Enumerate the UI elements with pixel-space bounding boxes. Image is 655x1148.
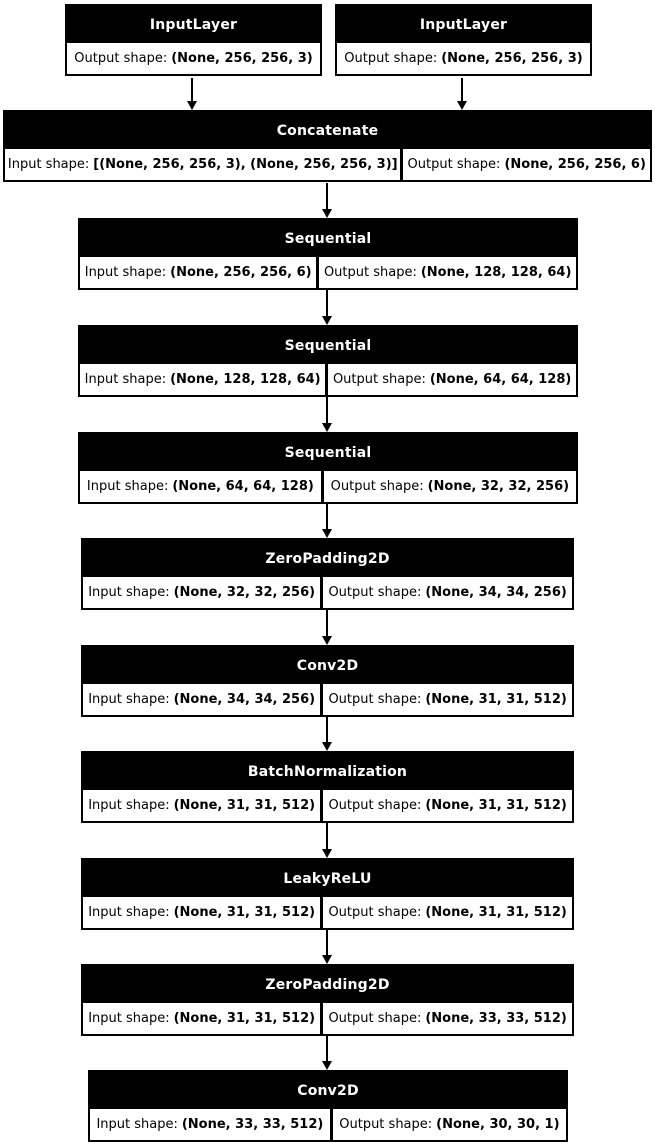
output-shape-cell	[403, 149, 650, 180]
node-sequential-2	[78, 325, 578, 397]
edge-arrow-concatenate-sequential1	[326, 183, 328, 209]
shape-label: Output shape:	[328, 1011, 422, 1026]
shape-label: Input shape:	[7, 157, 90, 172]
shape-value: (None, 256, 256, 6)	[170, 265, 312, 280]
layer-type-title: Sequential	[80, 220, 576, 257]
shape-value: (None, 34, 34, 256)	[173, 692, 316, 707]
shape-label: Input shape:	[84, 372, 167, 387]
shape-value: (None, 31, 31, 512)	[173, 1011, 316, 1026]
shape-label: Output shape:	[328, 798, 422, 813]
output-shape-cell	[324, 471, 576, 502]
output-shape-cell	[323, 790, 572, 821]
shape-label: Input shape:	[88, 1011, 170, 1026]
shape-value: (None, 31, 31, 512)	[425, 692, 567, 707]
shape-value: (None, 64, 64, 128)	[429, 372, 572, 387]
shape-value: (None, 33, 33, 512)	[181, 1117, 324, 1132]
input-shape-cell	[80, 257, 316, 288]
output-shape-cell	[323, 684, 572, 715]
node-concatenate	[3, 110, 652, 182]
input-shape-cell	[83, 897, 320, 928]
shape-value: (None, 31, 31, 512)	[425, 798, 567, 813]
shape-label: Input shape:	[88, 798, 170, 813]
shape-label: Output shape:	[328, 585, 422, 600]
output-shape-cell	[337, 43, 590, 74]
shape-label: Output shape:	[339, 1117, 433, 1132]
layer-type-title: Conv2D	[90, 1072, 566, 1109]
shape-value: (None, 256, 256, 3)	[441, 51, 583, 66]
edge-arrow-leakyrelu-zeropadding2	[326, 930, 328, 955]
node-zero-padding2d-2	[81, 964, 574, 1036]
node-sequential-1	[78, 218, 578, 290]
edge-arrow-zeropadding1-conv1	[326, 610, 328, 636]
shape-label: Output shape:	[328, 905, 422, 920]
layer-type-title: LeakyReLU	[83, 860, 572, 897]
layer-type-title: Conv2D	[83, 647, 572, 684]
edge-arrow-sequential3-zeropadding1	[326, 504, 328, 529]
shape-value: (None, 30, 30, 1)	[436, 1117, 560, 1132]
shape-label: Output shape:	[332, 372, 426, 387]
shape-label: Input shape:	[84, 265, 167, 280]
shape-value: (None, 31, 31, 512)	[425, 905, 567, 920]
input-shape-cell	[83, 684, 320, 715]
edge-arrow-conv1-batchnorm	[326, 717, 328, 742]
output-shape-cell	[67, 43, 320, 74]
shape-label: Output shape:	[323, 265, 417, 280]
node-input-layer-2	[335, 4, 592, 76]
node-conv2d-1	[81, 645, 574, 717]
node-sequential-3	[78, 432, 578, 504]
shape-value: (None, 256, 256, 3)	[171, 51, 313, 66]
shape-label: Output shape:	[74, 51, 168, 66]
edge-arrow-batchnorm-leakyrelu	[326, 823, 328, 849]
shape-value: (None, 31, 31, 512)	[173, 798, 316, 813]
input-shape-cell	[83, 577, 320, 608]
shape-value: [(None, 256, 256, 3), (None, 256, 256, 3)]	[93, 157, 398, 172]
shape-label: Input shape:	[88, 585, 170, 600]
shape-label: Input shape:	[86, 479, 169, 494]
node-leaky-relu	[81, 858, 574, 930]
layer-type-title: Concatenate	[5, 112, 650, 149]
shape-value: (None, 128, 128, 64)	[420, 265, 572, 280]
input-shape-cell	[90, 1109, 330, 1140]
shape-value: (None, 33, 33, 512)	[425, 1011, 567, 1026]
shape-value: (None, 32, 32, 256)	[427, 479, 570, 494]
edge-arrow-sequential2-sequential3	[326, 397, 328, 423]
input-shape-cell	[80, 364, 325, 395]
shape-label: Output shape:	[328, 692, 422, 707]
layer-type-title: BatchNormalization	[83, 753, 572, 790]
layer-type-title: ZeroPadding2D	[83, 540, 572, 577]
node-conv2d-2	[88, 1070, 568, 1142]
layer-type-title: InputLayer	[337, 6, 590, 43]
shape-label: Output shape:	[407, 157, 501, 172]
shape-label: Input shape:	[88, 905, 170, 920]
layer-type-title: Sequential	[80, 327, 576, 364]
shape-value: (None, 34, 34, 256)	[425, 585, 567, 600]
edge-arrow-zeropadding2-conv2	[326, 1036, 328, 1061]
node-batch-normalization	[81, 751, 574, 823]
layer-type-title: Sequential	[80, 434, 576, 471]
shape-value: (None, 64, 64, 128)	[172, 479, 314, 494]
input-shape-cell	[83, 790, 320, 821]
input-shape-cell	[83, 1003, 320, 1034]
shape-label: Output shape:	[344, 51, 438, 66]
layer-type-title: InputLayer	[67, 6, 320, 43]
output-shape-cell	[323, 897, 572, 928]
shape-label: Output shape:	[330, 479, 424, 494]
layer-type-title: ZeroPadding2D	[83, 966, 572, 1003]
output-shape-cell	[323, 1003, 572, 1034]
input-shape-cell	[5, 149, 400, 180]
node-input-layer-1	[65, 4, 322, 76]
shape-value: (None, 128, 128, 64)	[170, 372, 321, 387]
shape-label: Input shape:	[88, 692, 170, 707]
shape-label: Input shape:	[96, 1117, 178, 1132]
output-shape-cell	[328, 364, 576, 395]
node-zero-padding2d-1	[81, 538, 574, 610]
input-shape-cell	[80, 471, 321, 502]
output-shape-cell	[319, 257, 576, 288]
output-shape-cell	[333, 1109, 566, 1140]
edge-arrow-input2-concatenate	[461, 78, 463, 101]
output-shape-cell	[323, 577, 572, 608]
shape-value: (None, 256, 256, 6)	[504, 157, 646, 172]
edge-arrow-sequential1-sequential2	[326, 290, 328, 316]
edge-arrow-input1-concatenate	[191, 78, 193, 101]
shape-value: (None, 31, 31, 512)	[173, 905, 316, 920]
shape-value: (None, 32, 32, 256)	[173, 585, 316, 600]
